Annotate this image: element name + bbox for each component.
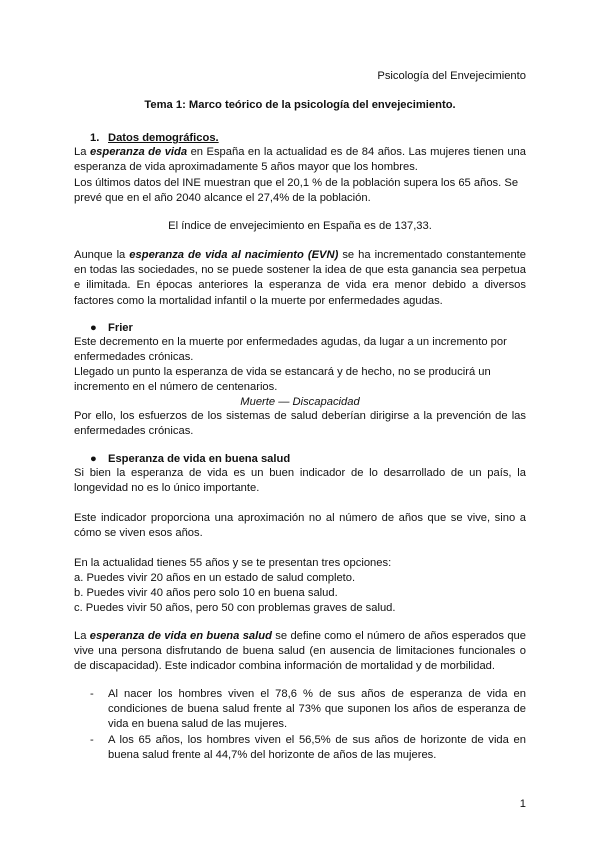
list-item-text: Al nacer los hombres viven el 78,6 % de sus años de esperanza de vida en condiciones de buena salud frente al 73% que suponen los años de esperanza de vida en buena salud de las mujeres. [108,688,526,731]
options-list [74,571,526,617]
option-item: a. Puedes vivir 20 años en un estado de salud completo. [74,572,356,584]
bullet-icon: ● [90,453,97,465]
list-item [74,687,526,733]
option-item: b. Puedes vivir 40 años pero solo 10 en buena salud. [74,587,338,600]
text: La [74,630,90,642]
text: en España en la actualidad es de 84 años. Las mujeres tienen una esperanza de vida aproximadamente 5 años mayor que los hombres. [74,146,526,174]
text: se define como el número de años esperados que vive una persona disfrutando de buena salud (en ausencia de limitaciones funcionales o de discapacidad). Este indicador combina información de mortalidad y de morbilidad. [74,630,526,673]
emphasis-term: esperanza de vida al nacimiento (EVN) [129,249,339,261]
paragraph-options-intro: En la actualidad tienes 55 años y se te presentan tres opciones: [74,557,392,569]
dash-list [74,687,526,763]
page-header: Psicología del Envejecimiento [377,70,526,82]
paragraph-evn [74,248,526,309]
paragraph-health-systems: Por ello, los esfuerzos de los sistemas de salud deberían dirigirse a la prevención de las enfermedades crónicas. [74,410,526,438]
paragraph-aging-index: El índice de envejecimiento en España es de 137,33. [168,220,432,232]
emphasis-term: esperanza de vida en buena salud [89,630,272,642]
bullet-heading-label: Esperanza de vida en buena salud [108,453,291,465]
bullet-icon: ● [90,322,97,334]
list-item-text: A los 65 años, los hombres viven el 56,5% de sus años de horizonte de vida en buena salud frente al 44,7% del horizonte de años de las mujeres. [108,733,526,761]
paragraph-ine-data: Los últimos datos del INE muestran que el 20,1 % de la población supera los 65 años. Se prevé que en el año 2040 alcance el 27,4% de la población. [74,177,519,205]
bullet-heading-frier [74,321,542,336]
list-item [74,733,526,763]
text: Aunque la [74,249,130,261]
section-heading-demographics [74,131,542,146]
paragraph-indicator: Si bien la esperanza de vida es un buen indicador de lo desarrollado de un país, la longevidad no es lo único importante. [74,467,526,495]
paragraph-stagnation: Llegado un punto la esperanza de vida se estancará y de hecho, no se producirá un incremento en el número de centenarios. [74,366,491,394]
paragraph-death-disability: Muerte — Discapacidad [240,396,360,408]
paragraph-approximation: Este indicador proporciona una aproximación no al número de años que se vive, sino a cómo se viven esos años. [74,512,526,540]
dash-marker: - [90,688,94,700]
paragraph-decrement: Este decremento en la muerte por enfermedades agudas, da lugar a un incremento por enfermedades crónicas. [74,336,507,364]
section-title: Datos demográficos. [108,132,219,144]
bullet-heading-label: Frier [108,322,133,334]
option-item: c. Puedes vivir 50 años, pero 50 con problemas graves de salud. [74,602,396,615]
bullet-heading-healthy-life [74,452,542,467]
paragraph-life-expectancy [74,145,526,175]
emphasis-term: esperanza de vida [89,146,188,158]
text: se ha incrementado constantemente en todas las sociedades, no se puede sostener la idea de que esta ganancia sea perpetua e ilimitada. En épocas anteriores la esperanza de vida era menor debido a diversos factores como la mortalidad infantil o la muerte por enfermedades agudas. [74,249,526,307]
section-number: 1. [90,132,100,144]
page-number: 1 [519,798,526,810]
dash-marker: - [90,733,94,746]
paragraph-healthy-life-definition [74,629,526,675]
page-title: Tema 1: Marco teórico de la psicología del envejecimiento. [144,99,456,111]
text: La [74,146,90,158]
